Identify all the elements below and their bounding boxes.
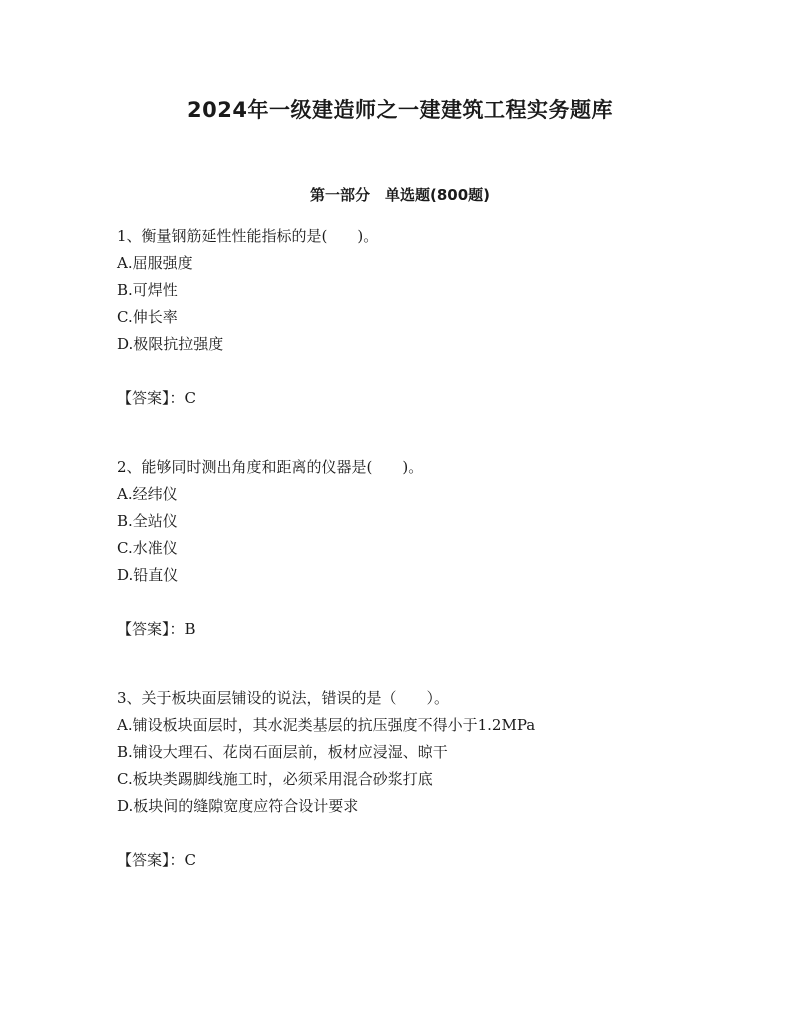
question-stem: 1、衡量钢筋延性性能指标的是( )。 [117,227,379,245]
question-block [117,454,717,643]
option-d: D.板块间的缝隙宽度应符合设计要求 [117,797,359,815]
option-b: B.全站仪 [117,512,178,530]
option-c: C.伸长率 [117,308,178,326]
option-a: A.屈服强度 [117,254,193,272]
question-block [117,685,717,874]
answer-line: 【答案】：C [117,389,196,407]
option-d: D.极限抗拉强度 [117,335,224,353]
section-title: 第一部分 单选题(800题) [309,186,491,204]
question-stem: 3、关于板块面层铺设的说法，错误的是（ ）。 [117,689,450,707]
document-title: 2024年一级建造师之一建建筑工程实务题库 [187,98,613,122]
question-block [117,223,717,412]
question-stem: 2、能够同时测出角度和距离的仪器是( )。 [117,458,424,476]
option-b: B.可焊性 [117,281,178,299]
option-a: A.铺设板块面层时，其水泥类基层的抗压强度不得小于1.2MPa [117,716,536,734]
answer-line: 【答案】：C [117,851,196,869]
option-c: C.板块类踢脚线施工时，必须采用混合砂浆打底 [117,770,433,788]
answer-line: 【答案】：B [117,620,196,638]
option-d: D.铅直仪 [117,566,179,584]
option-b: B.铺设大理石、花岗石面层前，板材应浸湿、晾干 [117,743,448,761]
option-c: C.水准仪 [117,539,178,557]
option-a: A.经纬仪 [117,485,178,503]
